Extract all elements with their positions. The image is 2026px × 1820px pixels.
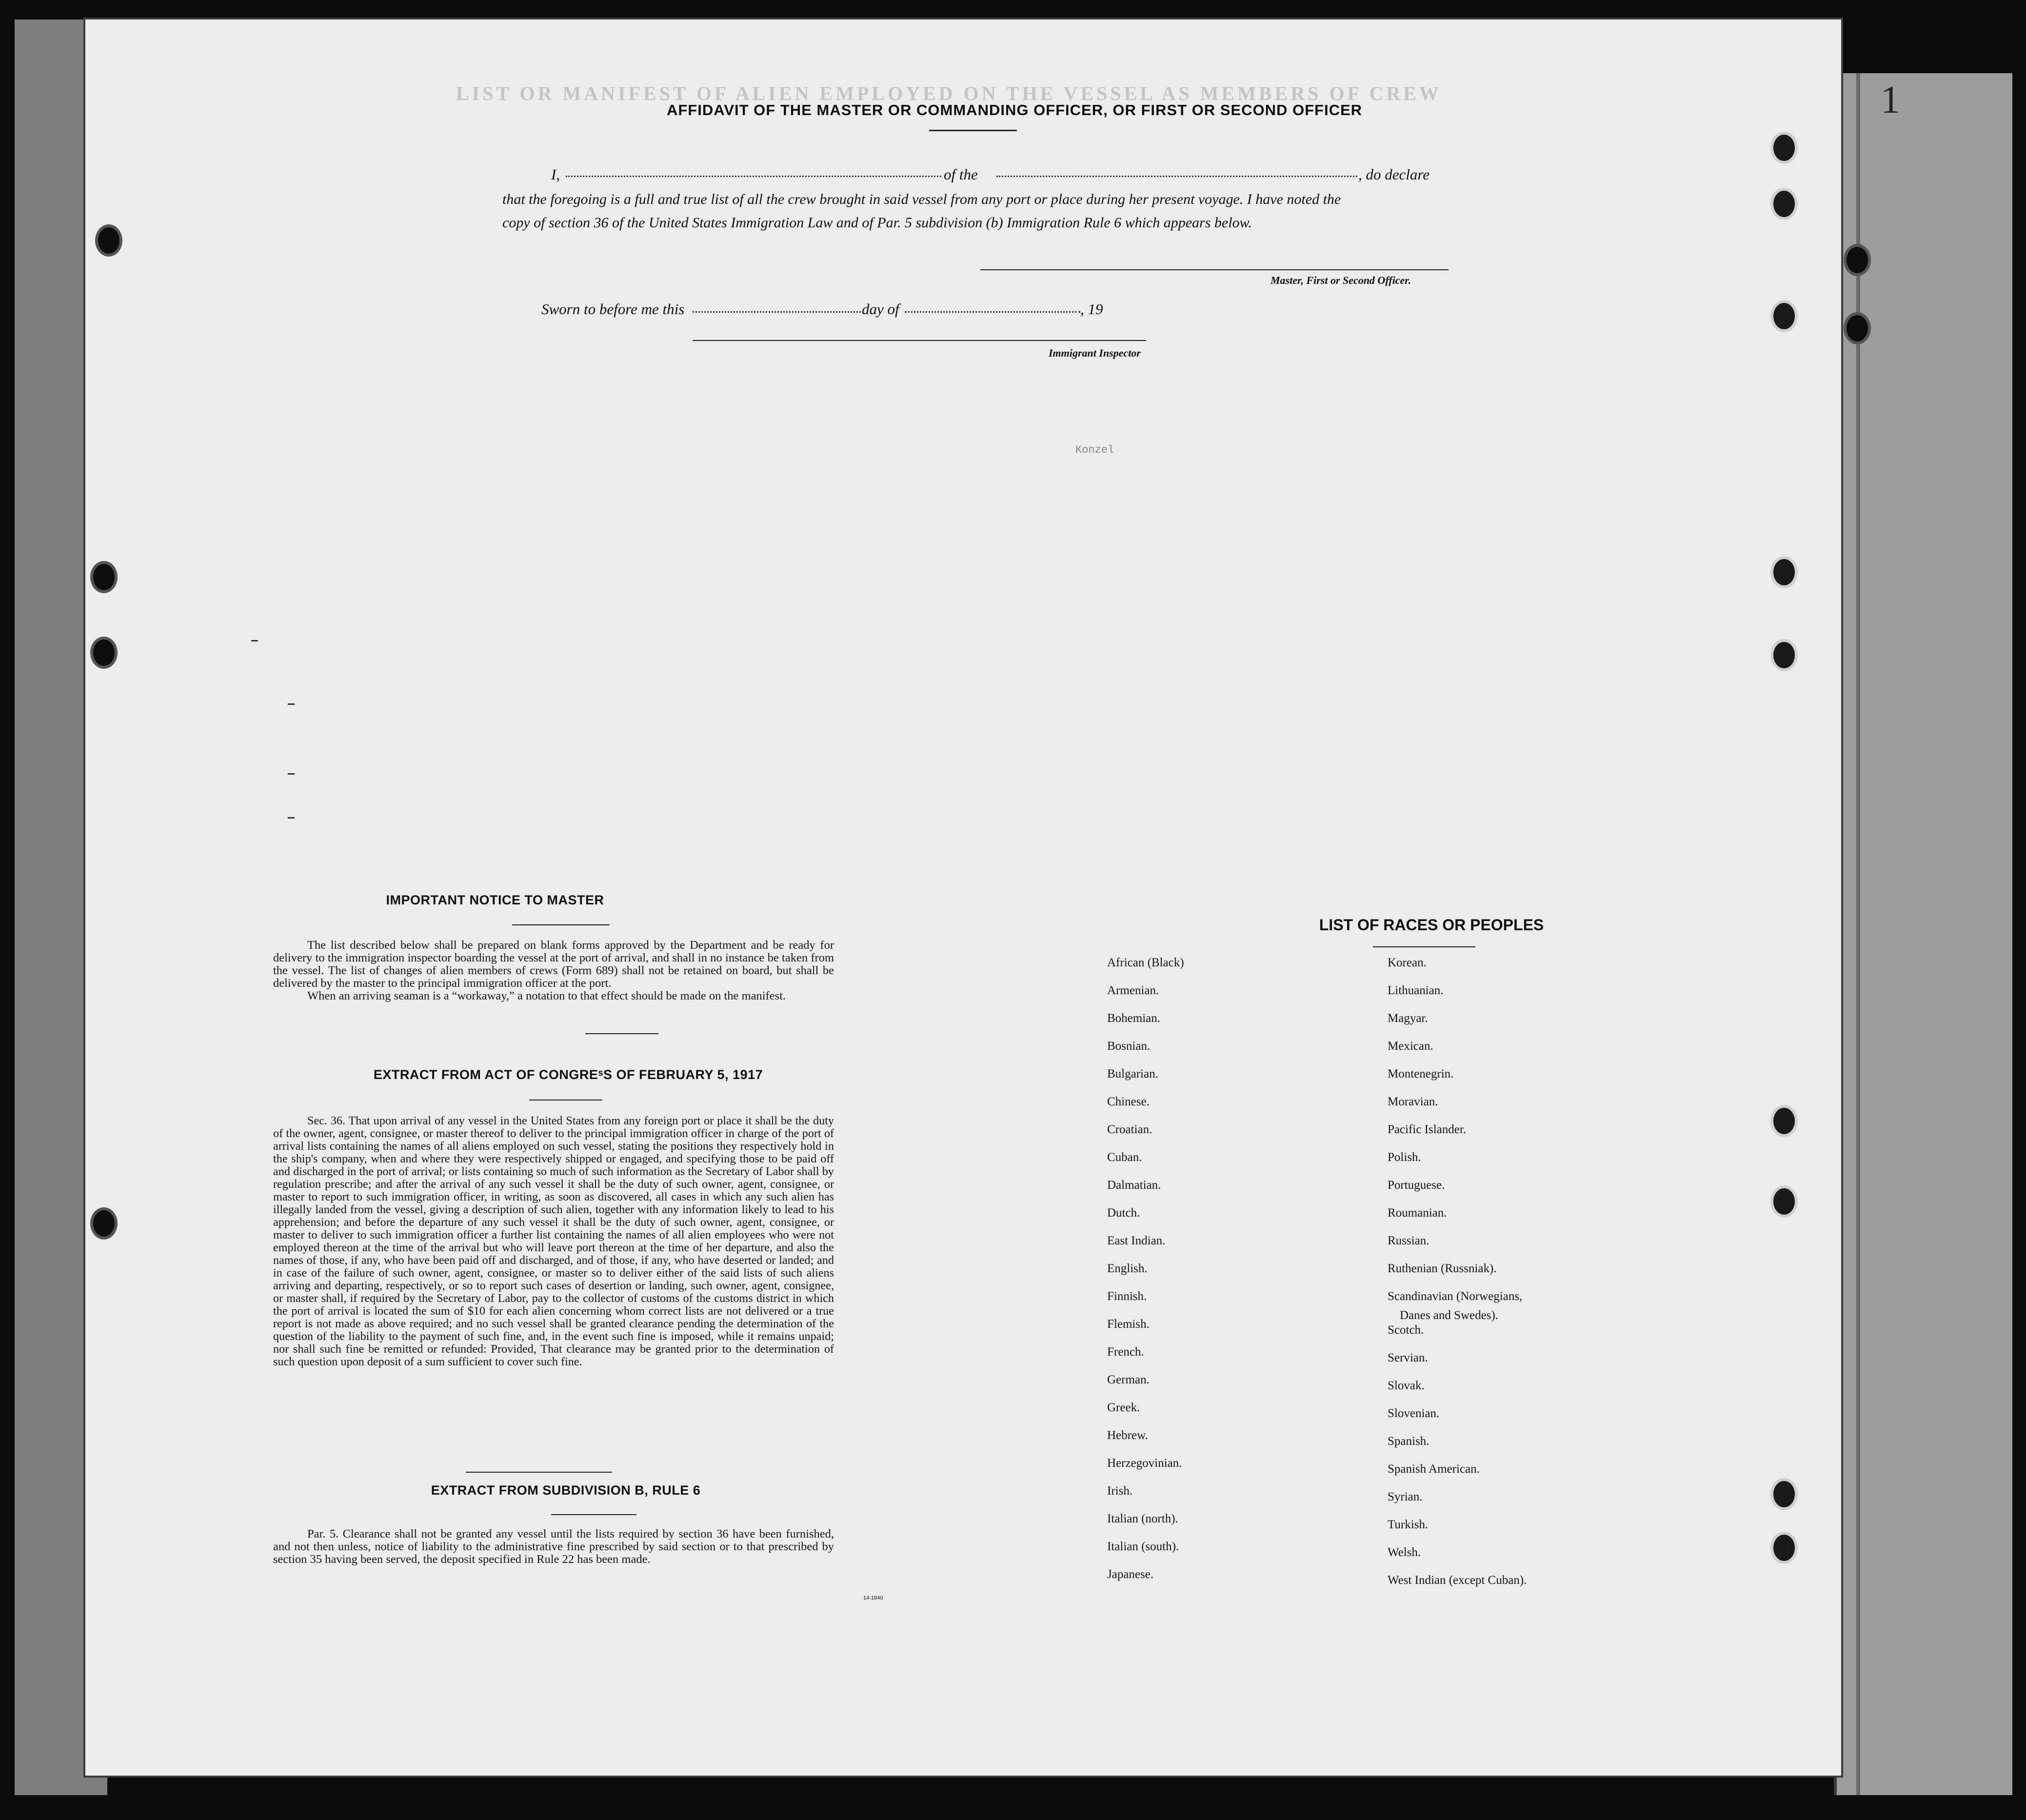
race-left-item: French.: [1107, 1345, 1144, 1359]
binder-hole: [90, 637, 118, 669]
sworn-prefix: Sworn to before me this: [541, 300, 685, 318]
day-blank[interactable]: [693, 310, 861, 313]
race-right-item: Korean.: [1388, 956, 1427, 969]
race-right-item: Portuguese.: [1388, 1179, 1445, 1192]
race-right-item: West Indian (except Cuban).: [1388, 1574, 1527, 1587]
race-right-item: Lithuanian.: [1388, 984, 1444, 997]
race-right-item: Turkish.: [1388, 1518, 1429, 1531]
race-right-item: Russian.: [1388, 1234, 1430, 1247]
race-left-item: Bohemian.: [1107, 1012, 1161, 1025]
race-right-item: Scotch.: [1388, 1323, 1424, 1337]
race-right-item: Pacific Islander.: [1388, 1123, 1467, 1136]
race-right-item: Syrian.: [1388, 1490, 1423, 1503]
race-left-item: Flemish.: [1107, 1318, 1150, 1331]
binder-hole: [90, 1207, 118, 1240]
stray-mark: [288, 817, 295, 819]
binder-hole: [1770, 132, 1798, 164]
race-left-item: African (Black): [1107, 956, 1184, 969]
notice-heading: IMPORTANT NOTICE TO MASTER: [386, 893, 604, 907]
binder-hole: [1844, 244, 1871, 276]
race-left-item: Hebrew.: [1107, 1429, 1148, 1442]
vessel-blank[interactable]: [996, 175, 1357, 177]
race-right-item: Slovak.: [1388, 1379, 1425, 1392]
race-left-item: Herzegovinian.: [1107, 1457, 1182, 1470]
race-right-item: Spanish American.: [1388, 1462, 1480, 1476]
binder-hole: [1770, 639, 1798, 671]
race-right-item: Spanish.: [1388, 1435, 1430, 1448]
rule-paragraph: Par. 5. Clearance shall not be granted any vessel until the lists required by section 36 have been furnished, and not then unless, notice of liability to the administrative fine prescribed by said section or to that prescribed by section 35 having been served, the deposit specified in Rule 22 has been made.: [273, 1527, 834, 1566]
race-left-item: Greek.: [1107, 1401, 1140, 1414]
inspector-signature-line[interactable]: [693, 340, 1146, 341]
inspector-caption: Immigrant Inspector: [1049, 347, 1141, 359]
race-left-item: Italian (south).: [1107, 1540, 1179, 1553]
binder-hole: [1770, 300, 1798, 332]
rule-top-line: [466, 1472, 612, 1473]
race-left-item: Chinese.: [1107, 1095, 1150, 1108]
races-rule: [1373, 946, 1475, 947]
signature-line[interactable]: [980, 269, 1449, 270]
binder-hole: [1770, 1185, 1798, 1218]
affidavit-i: I,: [551, 166, 560, 183]
binder-hole: [1770, 188, 1798, 220]
sworn-year: , 19: [1080, 300, 1103, 318]
race-left-item: Dutch.: [1107, 1206, 1140, 1220]
binder-hole: [1770, 1105, 1798, 1137]
race-right-item: Montenegrin.: [1388, 1067, 1454, 1080]
race-left-item: Bosnian.: [1107, 1040, 1151, 1053]
affidavit-line2: that the foregoing is a full and true list of all the crew brought in said vessel from any port or place during her present voyage. I have noted the: [502, 191, 1341, 207]
race-right-item: Moravian.: [1388, 1095, 1438, 1108]
binder-hole: [90, 561, 118, 593]
race-right-item: Mexican.: [1388, 1040, 1433, 1053]
race-left-item: Italian (north).: [1107, 1512, 1178, 1525]
act-heading: EXTRACT FROM ACT OF CONGREˢS OF FEBRUARY 5, 1917: [373, 1067, 763, 1082]
name-blank[interactable]: [566, 175, 941, 177]
binder-hole: [95, 224, 122, 257]
race-left-item: Cuban.: [1107, 1151, 1142, 1164]
notice-paragraph-1: The list described below shall be prepared on blank forms approved by the Department and be ready for delivery to the immigration inspector boarding the vessel at the port of arrival, and shall in no instance be taken from the vessel. The list of changes of alien members of crews (Form 689) shall not be retained on board, but shall be delivered by the master to the principal immigration officer at the port.: [273, 939, 834, 990]
race-right-item: Slovenian.: [1388, 1407, 1440, 1420]
race-left-item: Finnish.: [1107, 1290, 1147, 1303]
race-left-item: Irish.: [1107, 1484, 1133, 1498]
race-right-item: Ruthenian (Russniak).: [1388, 1262, 1497, 1275]
race-left-item: Japanese.: [1107, 1568, 1154, 1581]
binder-hole: [1770, 1532, 1798, 1564]
race-left-item: Croatian.: [1107, 1123, 1152, 1136]
stray-mark: [288, 773, 295, 775]
page-mark: 1: [1881, 79, 1900, 121]
rule-body: [273, 1528, 834, 1566]
affidavit-declare: , do declare: [1358, 166, 1430, 183]
notice-end-rule: [585, 1033, 658, 1034]
notice-body: [273, 939, 834, 1002]
show-through-title: LIST OR MANIFEST OF ALIEN EMPLOYED ON THE VESSEL AS MEMBERS OF CREW: [456, 82, 1442, 104]
affidavit-of-the: of the: [944, 166, 978, 183]
race-right-item: Danes and Swedes).: [1400, 1309, 1499, 1322]
race-left-item: Armenian.: [1107, 984, 1159, 997]
race-right-item: Scandinavian (Norwegians,: [1388, 1290, 1523, 1303]
title-rule: [929, 130, 1017, 131]
race-right-item: Polish.: [1388, 1151, 1421, 1164]
affidavit-line3: copy of section 36 of the United States Immigration Law and of Par. 5 subdivision (b) Immigration Rule 6 which appears below.: [502, 215, 1252, 231]
rule-heading: EXTRACT FROM SUBDIVISION B, RULE 6: [431, 1483, 701, 1498]
race-right-item: Roumanian.: [1388, 1206, 1447, 1220]
races-heading: LIST OF RACES OR PEOPLES: [1319, 916, 1544, 934]
binder-hole: [1770, 1478, 1798, 1510]
rule-heading-rule: [551, 1514, 636, 1515]
show-through-word: Konzel: [1075, 444, 1114, 456]
race-right-item: Welsh.: [1388, 1546, 1421, 1559]
form-number: 14-1840: [863, 1595, 883, 1601]
race-left-item: Bulgarian.: [1107, 1067, 1158, 1080]
notice-paragraph-2: When an arriving seaman is a “workaway,” a notation to that effect should be made on the manifest.: [307, 989, 786, 1002]
manifest-page: [85, 20, 1841, 1776]
act-body: [273, 1115, 834, 1368]
race-left-item: English.: [1107, 1262, 1148, 1275]
notice-rule: [512, 924, 610, 925]
race-right-item: Magyar.: [1388, 1012, 1428, 1025]
sworn-day-of: day of: [862, 300, 899, 318]
affidavit-title: AFFIDAVIT OF THE MASTER OR COMMANDING OFFICER, OR FIRST OR SECOND OFFICER: [666, 101, 1363, 119]
signer-caption: Master, First or Second Officer.: [1271, 274, 1411, 286]
act-section-36: Sec. 36. That upon arrival of any vessel in the United States from any foreign port or place it shall be the duty of the owner, agent, consignee, or master thereof to deliver to the principal immigration officer in charge of the port of arrival lists containing the names of all aliens employed on such vessel, stating the positions they respectively hold in the ship's company, when and where they were respectively shipped or engaged, and specifying those to be paid off and discharged in the port of arrival; or lists containing so much of such information as the Secretary of Labor shall by regulation prescribe; and after the arrival of any such vessel it shall be the duty of such owner, agent, consignee, or master to report to such immigration officer, in writing, as soon as discovered, all cases in which any such alien has illegally landed from the vessel, giving a description of such alien, together with any information likely to lead to his apprehension; and before the departure of any such vessel it shall be the duty of such owner, agent, consignee, or master to deliver to such immigration officer a further list containing the names of all alien employees who were not employed thereon at the time of the arrival but who will leave port thereon at the time of her departure, and also the names of those, if any, who have been paid off and discharged, and of those, if any, who have deserted or landed; and in case of the failure of such owner, agent, consignee, or master so to deliver either of the said lists of such aliens arriving and departing, respectively, or so to report such cases of desertion or landing, such owner, agent, consignee, or master shall, if required by the Secretary of Labor, pay to the collector of customs of the customs district in which the port of arrival is located the sum of $10 for each alien concerning whom correct lists are not delivered or a true report is not made as above required; and no such vessel shall be granted clearance pending the determination of the question of the liability to the payment of such fine, and, in the event such fine is imposed, while it remains unpaid; nor shall such fine be remitted or refunded: Provided, That clearance may be granted prior to the determination of such question upon deposit of a sum sufficient to cover such fine.: [273, 1114, 834, 1368]
race-right-item: Servian.: [1388, 1351, 1428, 1364]
stray-mark: [251, 640, 258, 641]
race-left-item: German.: [1107, 1373, 1150, 1386]
race-left-item: Dalmatian.: [1107, 1179, 1161, 1192]
race-left-item: East Indian.: [1107, 1234, 1166, 1247]
binder-hole: [1844, 312, 1871, 344]
binder-hole: [1770, 556, 1798, 588]
month-blank[interactable]: [905, 310, 1080, 313]
stray-mark: [288, 703, 295, 705]
